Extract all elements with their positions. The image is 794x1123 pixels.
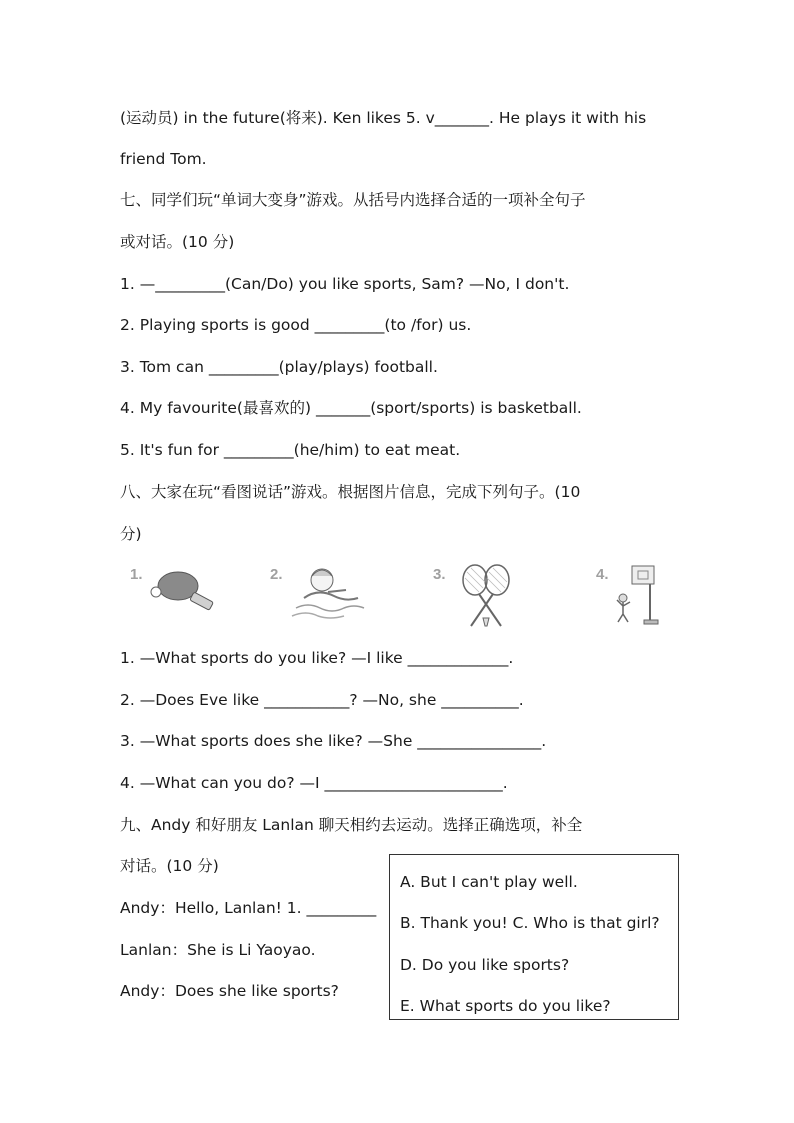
picture-number: 3. <box>433 566 446 583</box>
picture-number: 2. <box>270 566 283 583</box>
section-9-title: 九、Andy 和好朋友 Lanlan 聊天相约去运动。选择正确选项，补全 <box>120 816 583 834</box>
picture-question: 1. —What sports do you like? —I like _____________. <box>120 649 514 667</box>
section-7-title-cont: 或对话。(10 分) <box>120 233 235 251</box>
picture-1 <box>130 562 230 634</box>
text-line: friend Tom. <box>120 150 207 168</box>
picture-number: 4. <box>596 566 609 583</box>
picture-question: 4. —What can you do? —I _______________________. <box>120 774 508 792</box>
option-item: D. Do you like sports? <box>400 956 570 974</box>
section-8-title-cont: 分) <box>120 525 142 543</box>
basketball-hoop-icon <box>614 562 664 628</box>
question-item: 5. It's fun for _________(he/him) to eat meat. <box>120 441 461 459</box>
question-item: 1. —_________(Can/Do) you like sports, Sam? —No, I don't. <box>120 275 570 293</box>
question-item: 4. My favourite(最喜欢的) _______(sport/sports) is basketball. <box>120 399 582 417</box>
picture-number: 1. <box>130 566 143 583</box>
options-box <box>389 854 679 1020</box>
section-9-title-cont: 对话。(10 分) <box>120 857 219 875</box>
swimming-girl-icon <box>288 562 368 624</box>
option-item: B. Thank you! C. Who is that girl? <box>400 914 660 932</box>
option-item: A. But I can't play well. <box>400 873 578 891</box>
dialogue-line: Andy：Hello, Lanlan! 1. _________ <box>120 899 377 917</box>
option-item: E. What sports do you like? <box>400 997 611 1015</box>
picture-2 <box>270 562 380 634</box>
section-7-title: 七、同学们玩“单词大变身”游戏。从括号内选择合适的一项补全句子 <box>120 191 586 209</box>
question-item: 3. Tom can _________(play/plays) football. <box>120 358 438 376</box>
picture-3 <box>433 562 533 634</box>
picture-question: 2. —Does Eve like ___________? —No, she __________. <box>120 691 524 709</box>
badminton-rackets-icon <box>451 562 521 632</box>
ping-pong-paddle-icon <box>148 562 228 622</box>
dialogue-line: Lanlan：She is Li Yaoyao. <box>120 941 316 959</box>
picture-4 <box>596 562 676 634</box>
picture-question: 3. —What sports does she like? —She ________________. <box>120 732 547 750</box>
dialogue-line: Andy：Does she like sports? <box>120 982 339 1000</box>
text-line: (运动员) in the future(将来). Ken likes 5. v_______. He plays it with his <box>120 109 647 127</box>
question-item: 2. Playing sports is good _________(to /for) us. <box>120 316 472 334</box>
section-8-title: 八、大家在玩“看图说话”游戏。根据图片信息，完成下列句子。(10 <box>120 483 581 501</box>
